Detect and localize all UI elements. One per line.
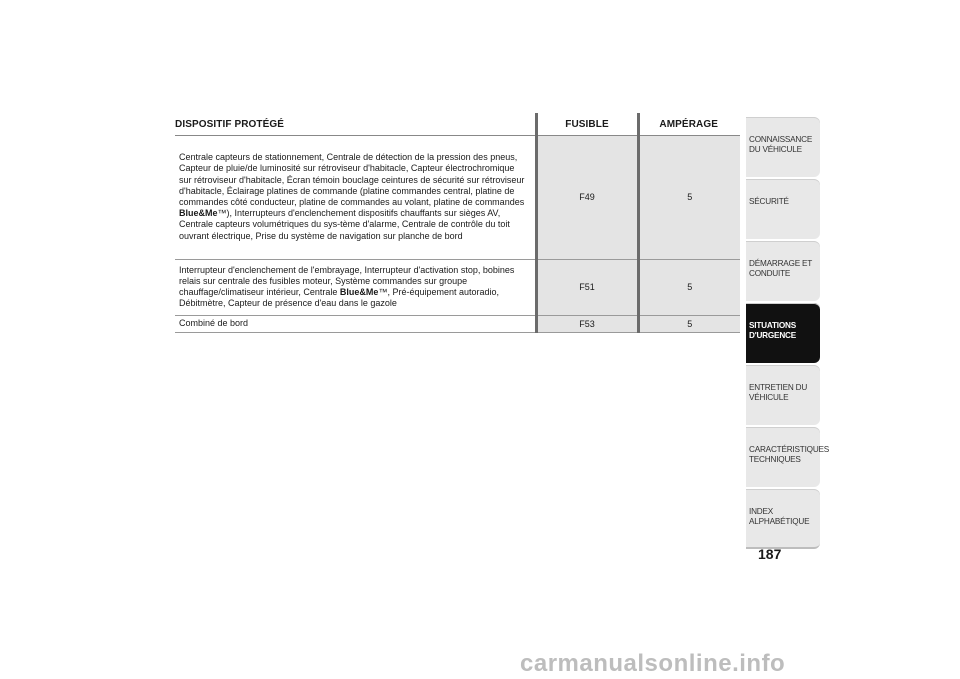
amperage-cell: 5 (638, 316, 740, 333)
header-device: DISPOSITIF PROTÉGÉ (175, 113, 536, 136)
header-amperage: AMPÉRAGE (638, 113, 740, 136)
device-cell (175, 316, 536, 333)
device-text: ™), Interrupteurs d'enclenchement dispositifs chauffants sur sièges AV, Centrale capteurs volumétriques du sys-tème d'alarme, Centrale de contrôle du toit ouvrant électrique, Prise du système de navigation sur planche de bord (179, 208, 510, 241)
tab-demarrage-et-conduite[interactable]: DÉMARRAGE ET CONDUITE (746, 241, 820, 301)
amperage-cell: 5 (638, 260, 740, 316)
watermark: carmanualsonline.info (520, 650, 786, 677)
device-cell (175, 136, 536, 260)
device-cell (175, 260, 536, 316)
tab-entretien-du-vehicule[interactable]: ENTRETIEN DU VÉHICULE (746, 365, 820, 425)
fuse-cell: F53 (536, 316, 638, 333)
chapter-tabs (746, 117, 830, 551)
fuse-cell: F49 (536, 136, 638, 260)
tab-caracteristiques-techniques[interactable]: CARACTÉRISTIQUES TECHNIQUES (746, 427, 820, 487)
tab-securite[interactable]: SÉCURITÉ (746, 179, 820, 239)
page-number: 187 (758, 546, 782, 562)
table-row (175, 316, 740, 333)
tab-index-alphabetique[interactable]: INDEX ALPHABÉTIQUE (746, 489, 820, 549)
table-header-row (175, 113, 740, 136)
fuse-cell: F51 (536, 260, 638, 316)
amperage-cell: 5 (638, 136, 740, 260)
tab-situations-durgence[interactable]: SITUATIONS D'URGENCE (746, 303, 820, 363)
fuse-table (175, 113, 740, 333)
device-brand: Blue&Me (339, 287, 379, 297)
table-row (175, 136, 740, 260)
device-text: Centrale capteurs de stationnement, Centrale de détection de la pression des pneus, Capteur de pluie/de luminosité sur rétroviseur d'habitacle, Capteur électrochromique sur rétroviseur d'habitacle, Écran témoin bouclage ceintures de sécurité sur rétroviseur d'habitacle, Éclairage platines de commande (platine commandes central, platine de commandes côté conducteur, platine de commandes au volant, platine de commandes (179, 152, 525, 207)
header-fuse: FUSIBLE (536, 113, 638, 136)
tab-connaissance-du-vehicule[interactable]: CONNAISSANCE DU VÉHICULE (746, 117, 820, 177)
device-text: Combiné de bord (179, 318, 249, 328)
device-text: ™, Pré-équipement autoradio, Débitmètre, Capteur de présence d'eau dans le gazole (179, 287, 500, 309)
table-row (175, 260, 740, 316)
device-brand: Blue&Me (179, 208, 218, 219)
device-text: Interrupteur d'enclenchement de l'embrayage, Interrupteur d'activation stop, bobines relais sur centrale des fusibles moteur, Système commandes sur groupe chauffage/climatiseur intérieur, Centrale (179, 264, 515, 297)
